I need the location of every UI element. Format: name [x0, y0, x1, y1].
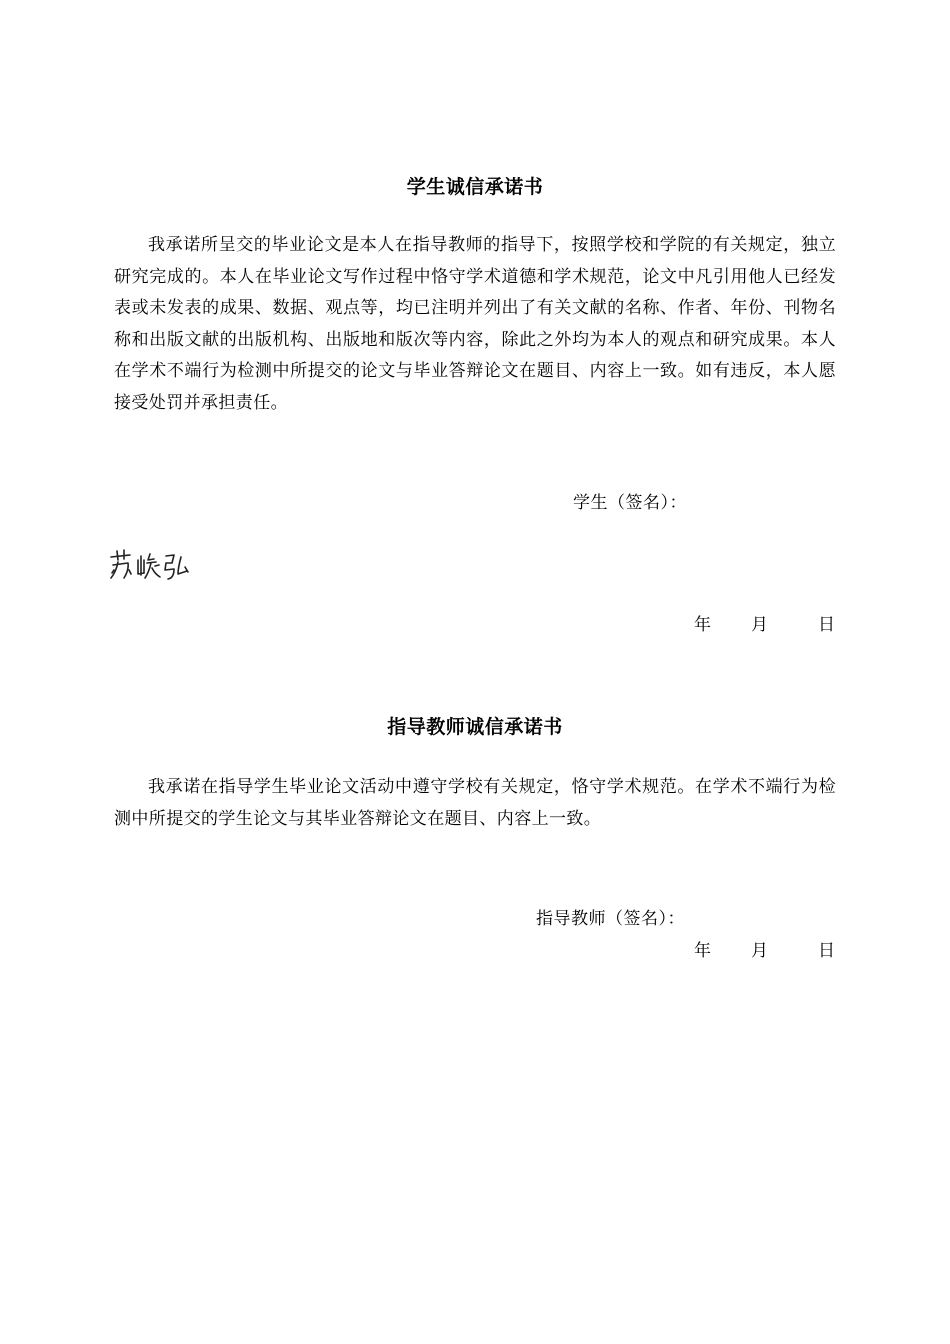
student-date-year: 年 — [694, 615, 711, 635]
student-date-month: 月 — [751, 615, 768, 635]
student-date-day: 日 — [818, 615, 835, 635]
advisor-pledge-body: 我承诺在指导学生毕业论文活动中遵守学校有关规定，恪守学术规范。在学术不端行为检测中所提交的学生论文与其毕业答辩论文在题目、内容上一致。 — [114, 777, 836, 829]
student-pledge-title: 学生诚信承诺书 — [406, 176, 544, 198]
student-sign-label: 学生（签名）： — [573, 493, 687, 513]
advisor-date-year: 年 — [694, 941, 711, 961]
student-handwritten-signature — [108, 548, 194, 584]
student-pledge-body: 我承诺所呈交的毕业论文是本人在指导教师的指导下，按照学校和学院的有关规定，独立研究完成的。本人在毕业论文写作过程中恪守学术道德和学术规范，论文中凡引用他人已经发表或未发表的成果、数据、观点等，均已注明并列出了有关文献的名称、作者、年份、刊物名称和出版文献的出版机构、出版地和版次等内容，除此之外均为本人的观点和研究成果。本人在学术不端行为检测中所提交的论文与毕业答辩论文在题目、内容上一致。如有违反，本人愿接受处罚并承担责任。 — [114, 235, 836, 413]
advisor-date-day: 日 — [818, 941, 835, 961]
advisor-pledge-title: 指导教师诚信承诺书 — [387, 716, 563, 738]
advisor-sign-label: 指导教师（签名）： — [536, 909, 685, 929]
advisor-date-month: 月 — [751, 941, 768, 961]
